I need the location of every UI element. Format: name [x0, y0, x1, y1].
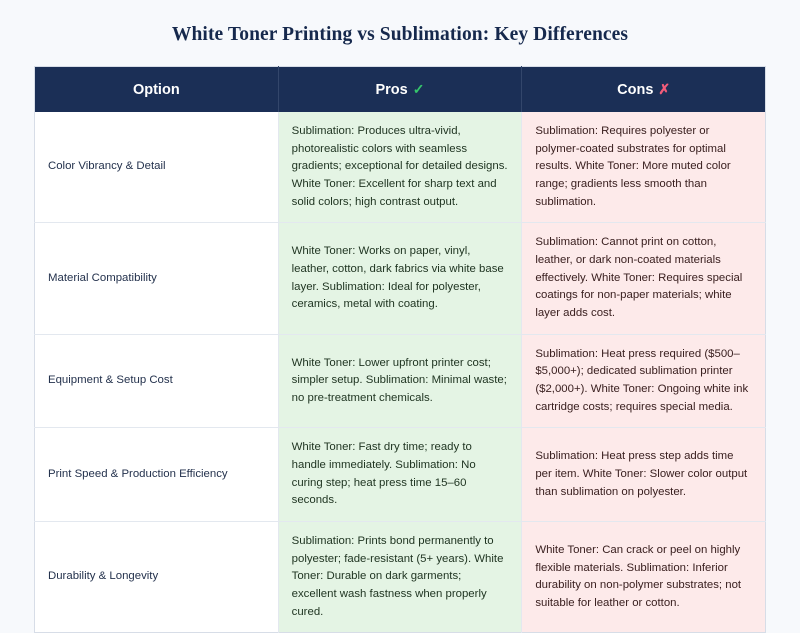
table-row — [35, 223, 766, 334]
row-cons-text: Sublimation: Cannot print on cotton, leather, or dark non-coated materials effectively. White Toner: Requires special coatings for non-paper materials; white layer adds cost. — [522, 223, 766, 334]
row-pros-text: White Toner: Fast dry time; ready to handle immediately. Sublimation: No curing step; heat press time 15–60 seconds. — [278, 428, 522, 522]
check-icon: ✓ — [412, 81, 425, 97]
column-header-cons — [522, 67, 766, 113]
row-option-label: Material Compatibility — [35, 223, 279, 334]
table-row — [35, 522, 766, 633]
row-option-label: Durability & Longevity — [35, 522, 279, 633]
row-cons-text: Sublimation: Heat press step adds time per item. White Toner: Slower color output than sublimation on polyester. — [522, 428, 766, 522]
table-header — [35, 67, 766, 113]
row-pros-text: Sublimation: Prints bond permanently to polyester; fade-resistant (5+ years). White Toner: Durable on dark garments; excellent wash fastness when properly cured. — [278, 522, 522, 633]
row-cons-text: Sublimation: Heat press required ($500–$5,000+); dedicated sublimation printer ($2,000+). White Toner: Ongoing white ink cartridge costs; requires special media. — [522, 334, 766, 428]
row-pros-text: White Toner: Works on paper, vinyl, leather, cotton, dark fabrics via white base layer. Sublimation: Ideal for polyester, ceramics, metal with coating. — [278, 223, 522, 334]
row-option-label: Print Speed & Production Efficiency — [35, 428, 279, 522]
cross-icon: ✗ — [658, 81, 671, 97]
row-option-label: Color Vibrancy & Detail — [35, 112, 279, 223]
row-option-label: Equipment & Setup Cost — [35, 334, 279, 428]
column-header-cons-label: Cons — [617, 82, 654, 98]
column-header-option-label: Option — [132, 81, 180, 98]
table-row — [35, 428, 766, 522]
column-header-option — [35, 67, 279, 113]
table-header-row — [35, 67, 766, 113]
table-body — [35, 112, 766, 633]
row-pros-text: White Toner: Lower upfront printer cost; simpler setup. Sublimation: Minimal waste; no pre-treatment chemicals. — [278, 334, 522, 428]
row-cons-text: White Toner: Can crack or peel on highly flexible materials. Sublimation: Inferior durability on non-polymer substrates; not suitable for leather or cotton. — [522, 522, 766, 633]
page-title: White Toner Printing vs Sublimation: Key Differences — [171, 24, 629, 45]
table-row — [35, 112, 766, 223]
table-row — [35, 334, 766, 428]
row-cons-text: Sublimation: Requires polyester or polymer-coated substrates for optimal results. White Toner: More muted color range; gradients less smooth than sublimation. — [522, 112, 766, 223]
column-header-pros — [278, 67, 522, 113]
row-pros-text: Sublimation: Produces ultra-vivid, photorealistic colors with seamless gradients; exceptional for detailed designs. White Toner: Excellent for sharp text and solid colors; high contrast output. — [278, 112, 522, 223]
column-header-pros-label: Pros — [375, 82, 408, 98]
comparison-table — [34, 66, 766, 633]
